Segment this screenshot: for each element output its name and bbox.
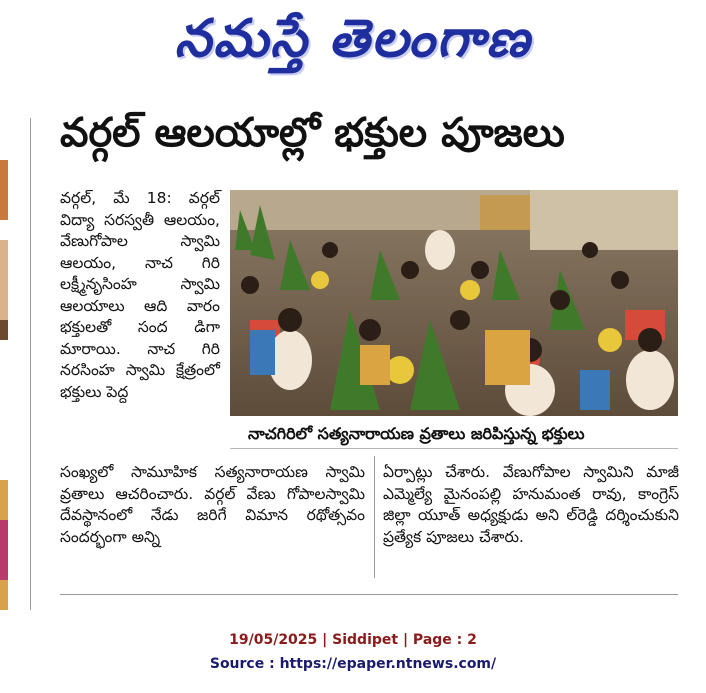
article-bottom-rule xyxy=(60,594,678,595)
column-divider xyxy=(374,456,375,578)
masthead-logo: నమస్తే తెలంగాణ xyxy=(174,8,532,69)
footer-source-line: Source : https://epaper.ntnews.com/ xyxy=(209,656,497,672)
article-column-2-bottom: ఏర్పాట్లు చేశారు. వేణుగోపాల స్వామిని మాజీ ఎమ్మెల్యే మైనంపల్లి హనుమంత రావు, కాంగ్రెస్‌ జిల్లా యూత్‌ అధ్యక్షుడు అని ల్‌రెడ్డి దర్శించుకుని ప్రత్యేక పూజలు చేశారు. xyxy=(383,463,679,546)
article-column-1-bottom: సంఖ్యలో సామూహిక సత్యనారాయణ స్వామి వ్రతాలు ఆచరించారు. వర్గల్‌ వేణు గోపాలస్వామి దేవస్థానంలో నేడు జరిగే విమాన రథోత్సవం సందర్భంగా అన్ని xyxy=(60,463,365,546)
adjacent-article-strip xyxy=(0,120,8,610)
article-photo xyxy=(230,190,678,416)
left-column-rule xyxy=(30,118,31,610)
article-column-1-top: వర్గల్‌, మే 18: వర్గల్‌ విద్యా సరస్వతీ ఆలయం, వేణుగోపాల స్వామి ఆలయం, నాచ గిరి లక్ష్మీనృసింహ స్వామి ఆలయాలు ఆది వారం భక్తులతో సంద డిగా మారాయి. నాచ గిరి నరసింహ స్వామి క్షేత్రంలో భక్తులు పెద్ద xyxy=(60,189,220,401)
headline: వర్గల్‌ ఆలయాల్లో భక్తుల పూజలు xyxy=(60,110,565,156)
footer-date-line: 19/05/2025 | Siddipet | Page : 2 xyxy=(229,632,477,648)
caption-underline xyxy=(230,448,678,449)
photo-caption: నాచగిరిలో సత్యనారాయణ వ్రతాలు జరిపిస్తున్న భక్తులు xyxy=(248,424,585,443)
devotees-photo xyxy=(230,190,678,416)
